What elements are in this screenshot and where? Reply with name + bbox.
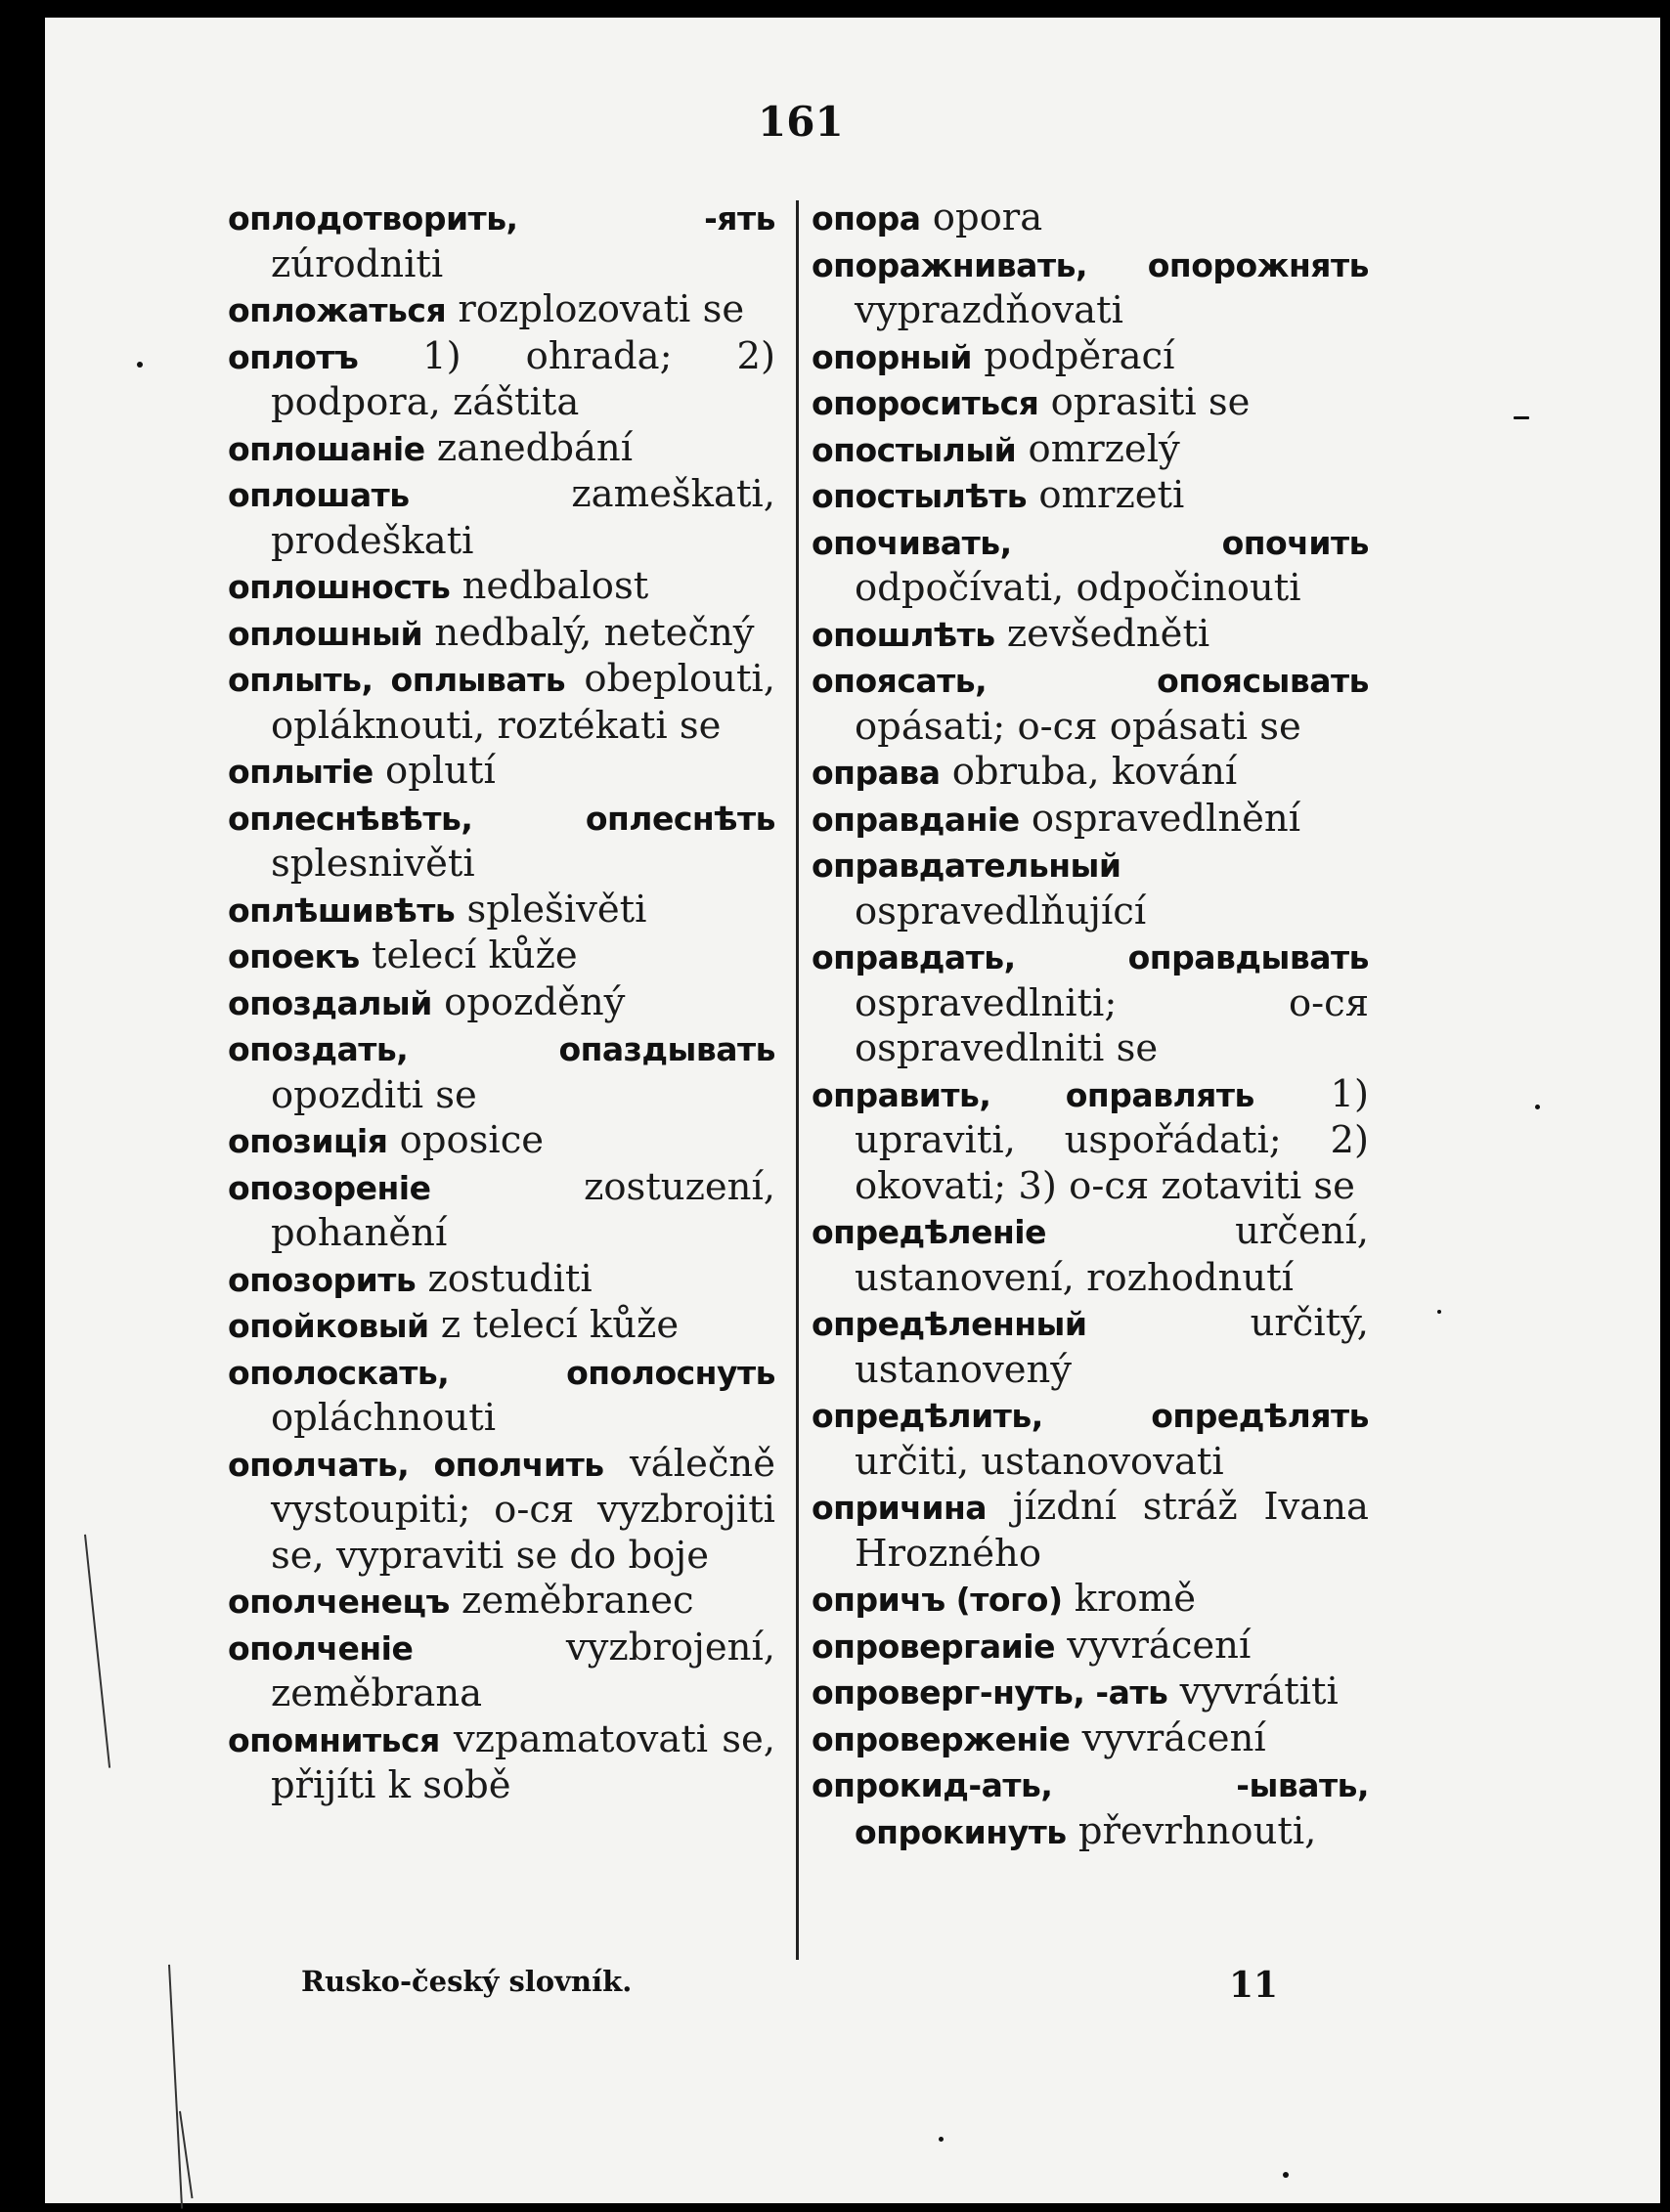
dictionary-entry [228,334,775,426]
headword: опоясать, опоясывать [812,662,1369,700]
headword: опороситься [812,384,1039,422]
headword: оплыть, оплывать [228,661,566,699]
left-column [228,195,775,1809]
dictionary-entry [228,1026,775,1118]
headword: оправдать, оправдывать [812,938,1369,976]
headword: опложаться [228,291,447,329]
right-column [812,195,1369,1855]
definition: ospravedlnění [1019,796,1301,841]
dictionary-entry [812,1209,1369,1301]
definition: zevšedněti [994,611,1210,656]
headword: опредѣленіе [812,1213,1046,1251]
headword: опровергаиіе [812,1626,1055,1666]
headword: оплытіе [228,753,374,791]
column-divider [796,200,799,1960]
headword: оплошность [228,568,451,606]
definition: z telecí kůže [428,1303,680,1347]
definition: převrhnouti, [1066,1808,1317,1853]
scan-speck [1514,416,1529,419]
definition: jízdní stráž Ivana Hrozného [855,1485,1369,1576]
dictionary-entry [228,564,775,611]
dictionary-entry [228,472,775,564]
headword: опоздалый [228,983,432,1022]
dictionary-entry [228,611,775,658]
footer-title: Rusko-český slovník. [301,1965,633,1998]
definition: vyprazdňovati [855,288,1123,332]
headword: оправить, оправлять [812,1075,1254,1114]
definition: splešivěti [455,887,647,932]
definition: opora [920,195,1043,239]
headword: оплеснѣвѣть, оплеснѣть [228,799,775,838]
headword: опомниться [228,1720,440,1759]
headword: опостылый [812,430,1017,469]
headword: ополчать, ополчить [228,1445,604,1484]
definition: oplutí [373,749,496,793]
headword: оплѣшивѣть [228,890,456,930]
headword: оплошать [228,476,410,514]
headword: опорный [812,337,973,376]
signature-mark: 11 [1229,1965,1279,2006]
headword: оправдательный [812,846,1121,885]
headword: опошлѣть [812,615,995,654]
headword: опоекъ [228,937,360,976]
headword: опочивать, опочить [812,523,1369,562]
dictionary-entry [228,1442,775,1580]
definition: obeplouti, opláknouti, roztékati se [271,657,775,748]
definition: určení, ustanovení, rozhodnutí [855,1209,1369,1300]
definition: nedbalost [450,564,649,608]
dictionary-entry [228,1165,775,1257]
definition: vyvrácení [1070,1715,1266,1760]
dictionary-entry [812,242,1369,334]
definition: vyvrácení [1054,1623,1252,1668]
definition: určiti, ustanovovati [855,1439,1224,1484]
dictionary-entry [228,888,775,934]
dictionary-entry [812,334,1369,381]
dictionary-entry [228,749,775,796]
dictionary-entry [812,843,1369,934]
headword: оплодотворить, -ять [228,199,775,238]
headword: опредѣленный [812,1305,1087,1343]
definition: nedbalý, netečný [422,610,755,655]
definition: opásati; о-ся opásati se [855,704,1301,749]
scan-speck [137,362,143,368]
definition: zúrodniti [271,241,444,286]
dictionary-entry [228,1350,775,1442]
definition: zeměbranec [449,1579,694,1623]
definition: rozplozovati se [446,287,745,331]
headword: опричъ (того) [812,1581,1063,1619]
headword: оправданіе [812,800,1020,839]
dictionary-entry [812,1624,1369,1670]
definition: podpěrací [972,333,1175,378]
page-number: 161 [758,98,844,146]
definition: omrzelý [1016,426,1180,471]
dictionary-entry [228,933,775,980]
definition: zostuditi [416,1256,593,1301]
dictionary-entry [812,750,1369,797]
dictionary-entry [812,520,1369,612]
dictionary-entry [228,1257,775,1304]
definition: oprasiti se [1038,380,1251,424]
definition: 1) ohrada; 2) podpora, záštita [271,333,775,424]
definition: telecí kůže [359,933,578,977]
dictionary-entry [228,1626,775,1717]
dictionary-entry [812,1301,1369,1393]
definition: opozděný [431,979,626,1024]
headword: опредѣлить, опредѣлять [812,1397,1369,1435]
dictionary-entry [812,797,1369,844]
headword: опойковый [228,1307,429,1345]
dictionary-entry [812,195,1369,242]
scan-speck [1437,1310,1441,1314]
dictionary-entry [228,1579,775,1626]
definition: zostuzení, pohanění [271,1164,775,1255]
dictionary-entry [812,934,1369,1072]
definition: vyvrátiti [1167,1670,1339,1713]
headword: ополченіе [228,1628,414,1668]
definition: opláchnouti [271,1396,497,1440]
dictionary-entry [228,287,775,334]
headword: опоражнивать, опорожнять [812,245,1369,284]
dictionary-entry [812,1485,1369,1577]
dictionary-entry [228,1303,775,1350]
dictionary-entry [812,1072,1369,1210]
headword: опрокид-ать, -ывать, опрокинуть [812,1766,1369,1851]
headword: оплошаніе [228,429,425,468]
definition: vyzbrojení, zeměbrana [271,1625,775,1715]
headword: оплошный [228,614,423,653]
definition: kromě [1062,1577,1196,1621]
headword: ополченецъ [228,1583,450,1621]
definition: zanedbání [424,425,634,470]
headword: опоздать, опаздывать [228,1030,775,1068]
scan-speck [1283,2172,1289,2178]
dictionary-entry [228,657,775,749]
headword: опозореніе [228,1168,431,1207]
dictionary-entry [812,1670,1369,1716]
headword: опора [812,199,921,238]
definition: opozditi se [271,1072,477,1117]
dictionary-entry [812,1762,1369,1855]
headword: опозиція [228,1122,388,1160]
scan-speck [939,2137,944,2142]
headword: опроверг-нуть, -ать [812,1673,1168,1712]
dictionary-entry [812,1716,1369,1763]
definition: oposice [387,1118,545,1162]
definition: vzpamatovati se, přijíti k sobě [271,1716,775,1807]
dictionary-entry [812,658,1369,750]
headword: опостылѣть [812,477,1028,515]
definition: určitý, ustanovený [855,1301,1369,1392]
headword: оплотъ [228,337,359,376]
dictionary-entry [228,796,775,888]
dictionary-entry [812,1577,1369,1624]
dictionary-entry [812,380,1369,427]
headword: ополоскать, ополоснуть [228,1353,775,1392]
dictionary-entry [228,426,775,473]
dictionary-entry [812,1393,1369,1485]
headword: опроверженіе [812,1719,1071,1758]
dictionary-entry [228,1118,775,1165]
definition: 1) upraviti, uspořádati; 2) okovati; 3) о-ся zotaviti se [855,1071,1369,1208]
dictionary-entry [812,427,1369,474]
definition: omrzeti [1027,473,1185,517]
headword: опричина [812,1489,988,1527]
dictionary-entry [812,473,1369,520]
headword: оправа [812,754,941,792]
dictionary-entry [812,612,1369,659]
definition: ospravedlňující [855,889,1147,933]
dictionary-entry [228,195,775,287]
headword: опозорить [228,1260,417,1299]
scan-speck [1535,1105,1540,1109]
definition: splesnivěti [271,842,475,886]
definition: ospravedlniti; о-ся ospravedlniti se [855,980,1369,1070]
dictionary-entry [228,1717,775,1809]
definition: válečně vystoupiti; о-ся vyzbrojiti se, vypraviti se do boje [271,1441,775,1578]
definition: odpočívati, odpočinouti [855,566,1301,610]
dictionary-entry [228,980,775,1027]
definition: obruba, kování [940,750,1238,794]
definition: zameškati, prodeškati [271,472,775,563]
